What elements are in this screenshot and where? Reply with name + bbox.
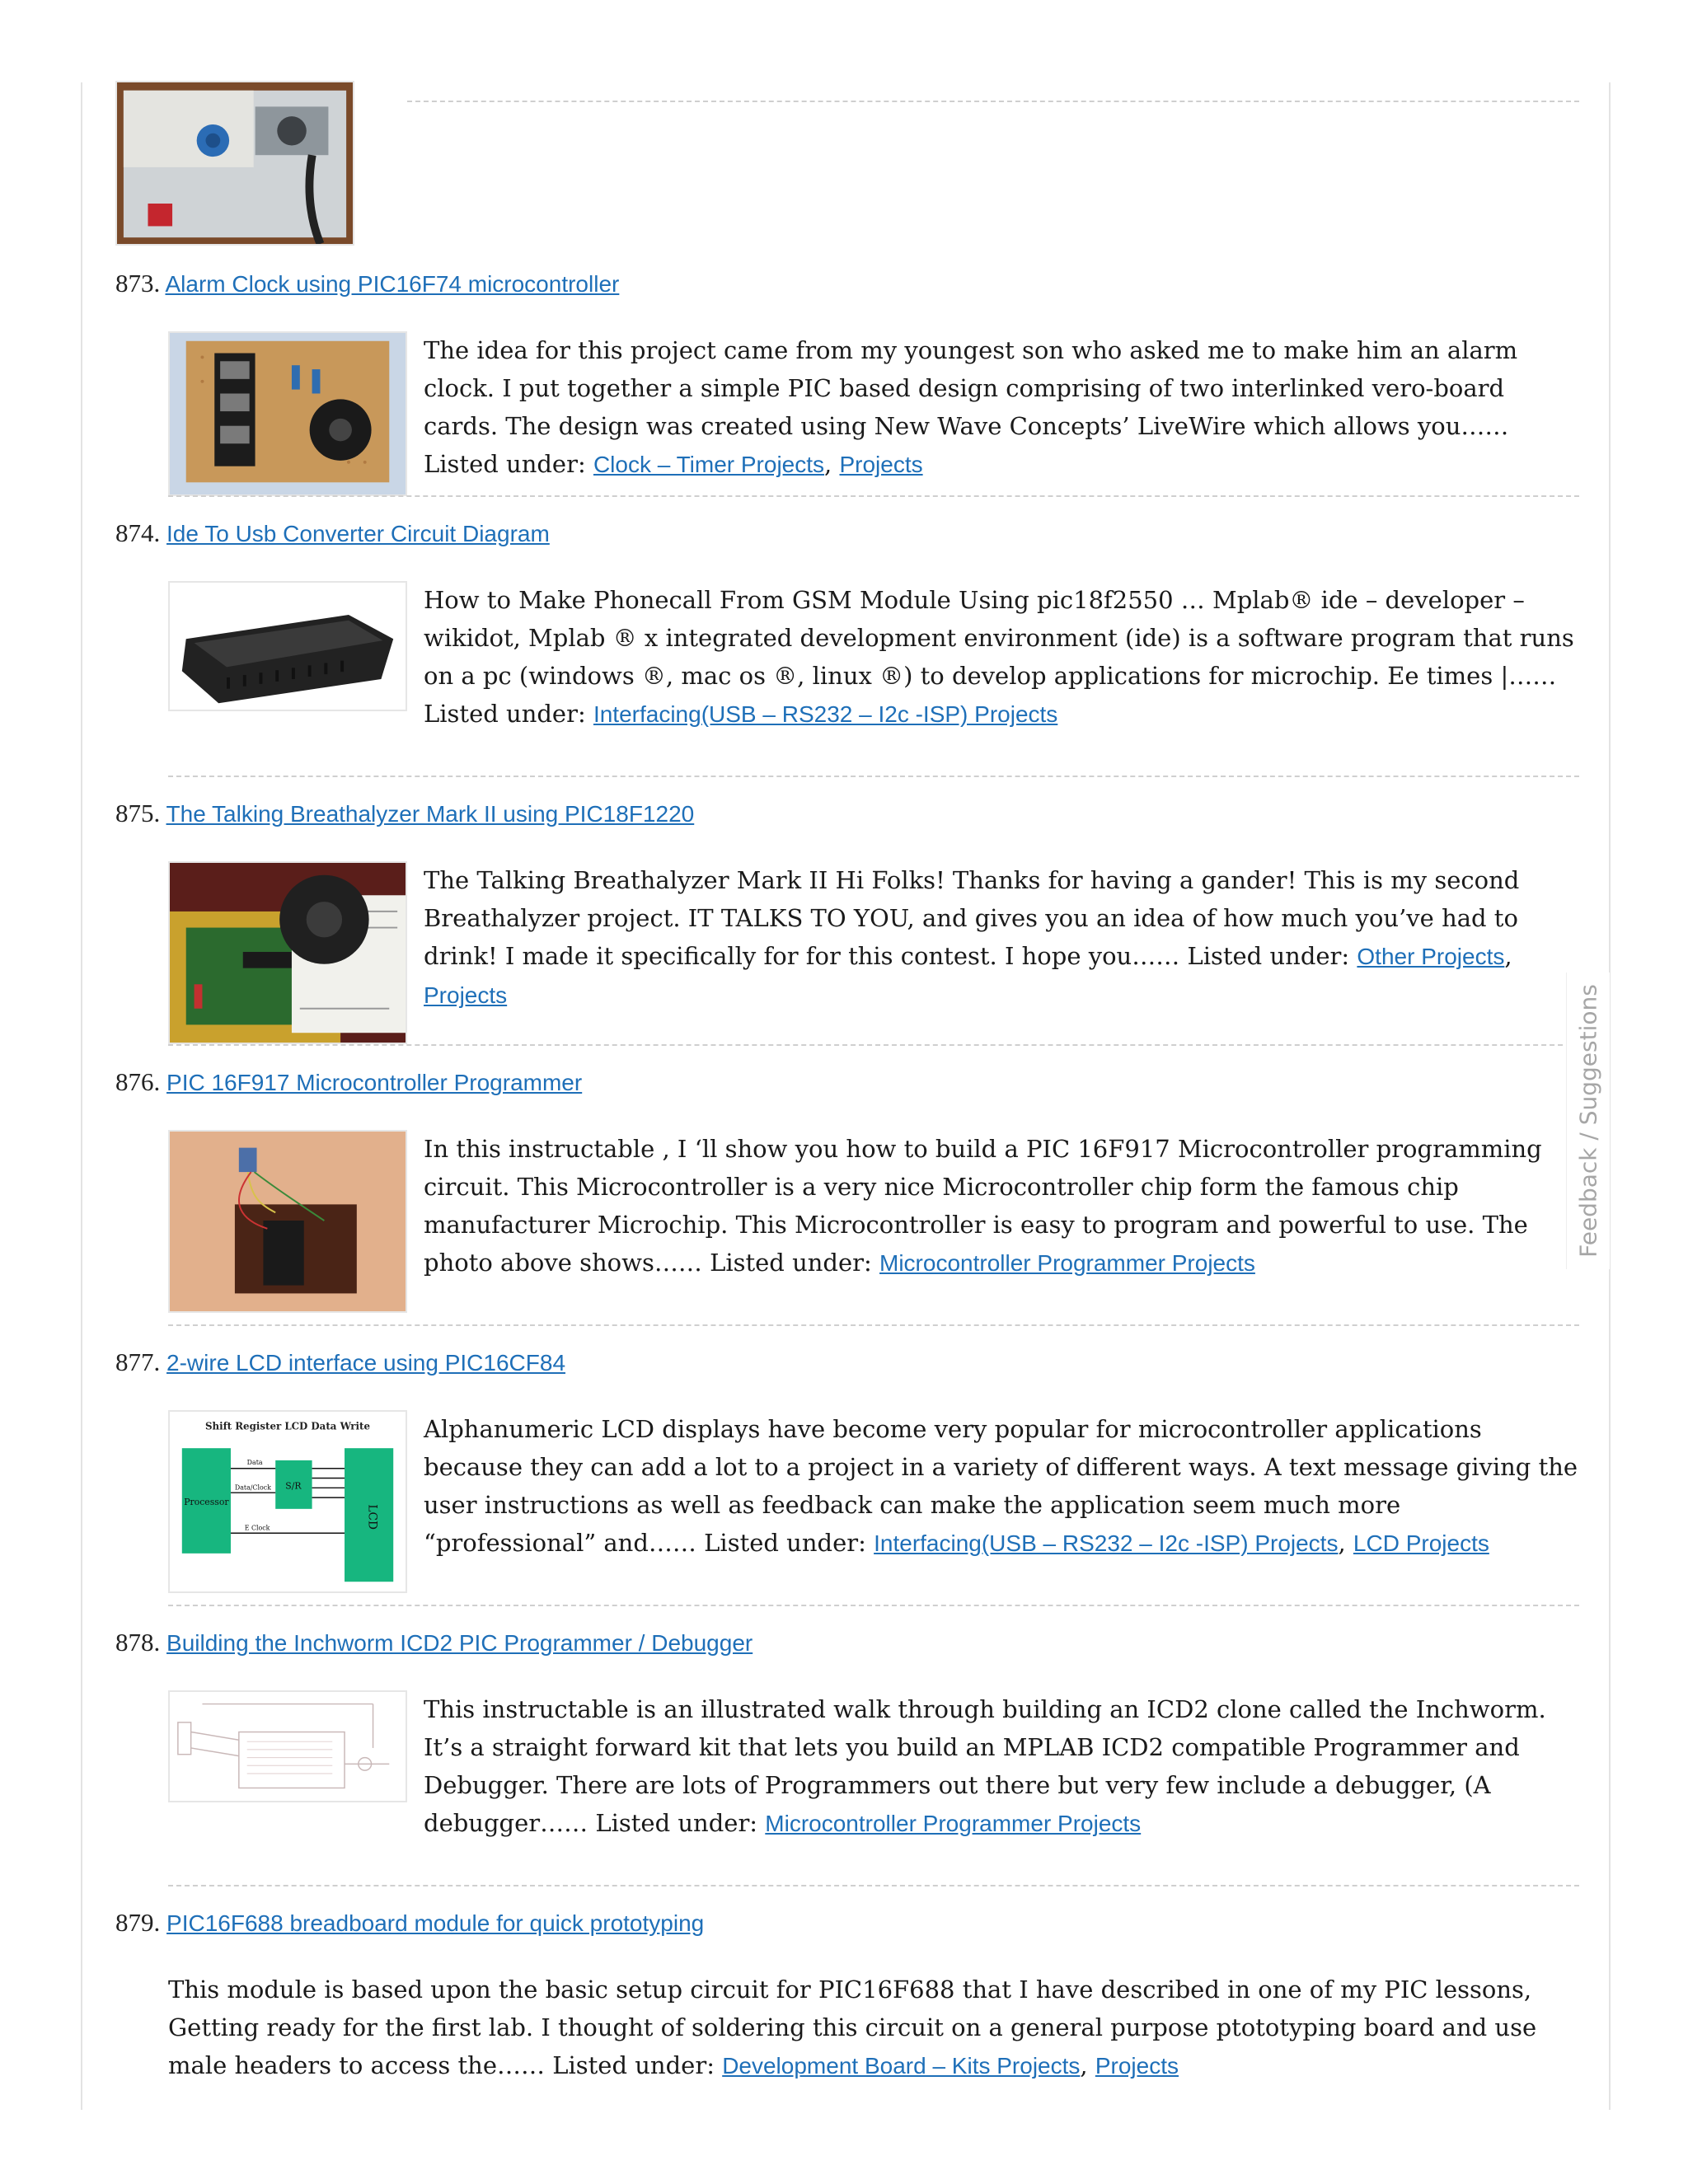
- thumbnail-label: LCD: [365, 1504, 379, 1530]
- page-frame-left: [81, 82, 82, 2110]
- entry-description: Alphanumeric LCD displays have become very popular for microcontroller applications because they can add a lot to a project in a variety of different ways. A text message giving the user instructions as well as feedback can make the application seem much more “professional” and…… Listed under: Interfacing(USB – RS232 – I2c -ISP) Projects, LCD Projects: [424, 1415, 1578, 1557]
- project-entry: [115, 1908, 1579, 2079]
- thumbnail-caption: Shift Register LCD Data Write: [204, 1420, 371, 1432]
- project-entry: [115, 1067, 1579, 1277]
- entry-title-link[interactable]: 2-wire LCD interface using PIC16CF84: [166, 1350, 566, 1376]
- thumbnail-label: E Clock: [244, 1524, 270, 1532]
- entry-number: 874.: [115, 518, 161, 547]
- description-text: This module is based upon the basic setup circuit for PIC16F688 that I have described in one of my PIC lessons, Getting ready for the first lab. I thought of soldering this circuit on a general purpose ptototyping board and use male headers to access the……: [168, 1975, 1537, 2079]
- category-link[interactable]: Microcontroller Programmer Projects: [765, 1811, 1142, 1836]
- project-entry: [115, 269, 1579, 478]
- thumbnail-label: Data/Clock: [234, 1483, 271, 1492]
- category-link[interactable]: Development Board – Kits Projects: [722, 2053, 1081, 2079]
- listed-under-label: Listed under:: [704, 1529, 866, 1557]
- listed-under-label: Listed under:: [595, 1809, 758, 1837]
- entry-thumbnail[interactable]: [168, 1410, 407, 1593]
- project-entry: [115, 1628, 1579, 1837]
- divider: [168, 1324, 1579, 1326]
- entry-thumbnail[interactable]: [168, 1690, 407, 1802]
- entry-title-link[interactable]: PIC 16F917 Microcontroller Programmer: [166, 1070, 583, 1095]
- project-entry: [115, 518, 1579, 728]
- entry-title-link[interactable]: Alarm Clock using PIC16F74 microcontroller: [165, 271, 620, 297]
- project-entry: [115, 1347, 1579, 1557]
- category-link[interactable]: Clock – Timer Projects: [593, 452, 825, 477]
- entry-number: 873.: [115, 269, 161, 298]
- entry-heading: [115, 1067, 1579, 1098]
- entry-heading: [115, 1908, 1579, 1938]
- entry-description: [424, 581, 1579, 733]
- description-text: The idea for this project came from my youngest son who asked me to make him an alarm clock. I put together a simple PIC based design comprising of two interlinked vero-board cards. The design was created using New Wave Concepts’ LiveWire which allows you……: [424, 336, 1518, 440]
- description-text: In this instructable , I ‘ll show you how to build a PIC 16F917 Microcontroller programming circuit. This Microcontroller is a very nice Microcontroller chip form the famous chip manufacturer Microchip. This Microcontroller is easy to program and powerful to use. The photo above shows……: [424, 1135, 1542, 1277]
- description-text: This instructable is an illustrated walk through building an ICD2 clone called the Inchworm. It’s a straight forward kit that lets you build an MPLAB ICD2 compatible Programmer and Debugger. There are lots of Programmers out there but very few include a debugger, (A debugger……: [424, 1695, 1546, 1837]
- entry-title-link[interactable]: PIC16F688 breadboard module for quick prototyping: [166, 1910, 705, 1936]
- entry-thumbnail[interactable]: [168, 581, 407, 711]
- entry-description: The Talking Breathalyzer Mark II Hi Folks! Thanks for having a gander! This is my second Breathalyzer project. IT TALKS TO YOU, and gives you an idea of how much you’ve had to drink! I made it specifically for for this contest. I hope you…… Listed under: Other Projects, Projects: [424, 866, 1520, 1008]
- entry-title-link[interactable]: Ide To Usb Converter Circuit Diagram: [166, 521, 550, 546]
- entry-title-link[interactable]: Building the Inchworm ICD2 PIC Programmer / Debugger: [166, 1630, 753, 1656]
- listed-under-label: Listed under:: [424, 450, 586, 478]
- listed-under-label: Listed under:: [552, 2051, 715, 2079]
- thumbnail-label: Processor: [184, 1496, 229, 1507]
- entry-heading: [115, 518, 1579, 549]
- category-link[interactable]: Projects: [839, 452, 923, 477]
- category-link[interactable]: Interfacing(USB – RS232 – I2c -ISP) Projects: [593, 701, 1058, 727]
- feedback-tab[interactable]: [1566, 972, 1610, 1269]
- category-link[interactable]: Projects: [1095, 2053, 1179, 2079]
- divider: [168, 1885, 1579, 1886]
- entry-heading: [115, 1347, 1579, 1378]
- divider: [168, 495, 1579, 497]
- entry-heading: [115, 269, 1579, 299]
- entry-number: 876.: [115, 1067, 161, 1096]
- thumbnail-label: S/R: [285, 1480, 302, 1492]
- entry-number: 878.: [115, 1628, 161, 1657]
- description-text: The Talking Breathalyzer Mark II Hi Folks! Thanks for having a gander! This is my second Breathalyzer project. IT TALKS TO YOU, and gives you an idea of how much you’ve had to drink! I made it specifically for for this contest. I hope you……: [424, 866, 1520, 970]
- feedback-tab-label: Feedback / Suggestions: [1574, 984, 1602, 1258]
- entry-thumbnail[interactable]: [168, 861, 407, 1044]
- entry-heading: [115, 1628, 1579, 1658]
- entry-number: 875.: [115, 799, 161, 827]
- listed-under-label: Listed under:: [424, 700, 586, 728]
- project-entry: [115, 799, 1579, 1008]
- entry-thumbnail[interactable]: [168, 1130, 407, 1313]
- divider: [168, 1044, 1579, 1046]
- entry-thumbnail[interactable]: [168, 331, 407, 496]
- entry-number: 877.: [115, 1347, 161, 1376]
- category-link[interactable]: Interfacing(USB – RS232 – I2c -ISP) Projects: [874, 1530, 1339, 1556]
- entry-title-link[interactable]: The Talking Breathalyzer Mark II using PIC18F1220: [166, 801, 695, 827]
- category-link[interactable]: Other Projects: [1357, 944, 1505, 969]
- divider: [168, 776, 1579, 777]
- entry-description: The idea for this project came from my youngest son who asked me to make him an alarm clock. I put together a simple PIC based design comprising of two interlinked vero-board cards. The design was created using New Wave Concepts’ LiveWire which allows you…… Listed under: Clock – Timer Projects, Projects: [424, 336, 1518, 478]
- thumbnail-label: Data: [246, 1458, 263, 1466]
- listed-under-label: Listed under:: [1187, 942, 1350, 970]
- category-link[interactable]: Projects: [424, 982, 508, 1008]
- previous-entry-thumbnail[interactable]: [115, 81, 354, 246]
- description-text: How to Make Phonecall From GSM Module Using pic18f2550 … Mplab® ide – developer – wikidot, Mplab ® x integrated development environment (ide) is a software program that runs on a pc (windows ®, mac os ®, linux ®) to develop applications for microchip. Ee times |……: [424, 586, 1574, 690]
- entry-description: [424, 1690, 1579, 1843]
- listed-under-label: Listed under:: [710, 1249, 872, 1277]
- entry-description: This module is based upon the basic setup circuit for PIC16F688 that I have described in one of my PIC lessons, Getting ready for the first lab. I thought of soldering this circuit on a general purpose ptototyping board and use male headers to access the…… Listed under: Development Board – Kits Projects, Projects: [168, 1975, 1537, 2079]
- category-link[interactable]: Microcontroller Programmer Projects: [879, 1250, 1255, 1276]
- entry-description: [424, 1130, 1579, 1282]
- description-text: Alphanumeric LCD displays have become very popular for microcontroller applications because they can add a lot to a project in a variety of different ways. A text message giving the user instructions as well as feedback can make the application seem much more “professional” and……: [424, 1415, 1578, 1557]
- divider: [407, 101, 1579, 102]
- entry-number: 879.: [115, 1908, 161, 1937]
- category-link[interactable]: LCD Projects: [1353, 1530, 1489, 1556]
- divider: [168, 1605, 1579, 1606]
- entry-heading: [115, 799, 1579, 829]
